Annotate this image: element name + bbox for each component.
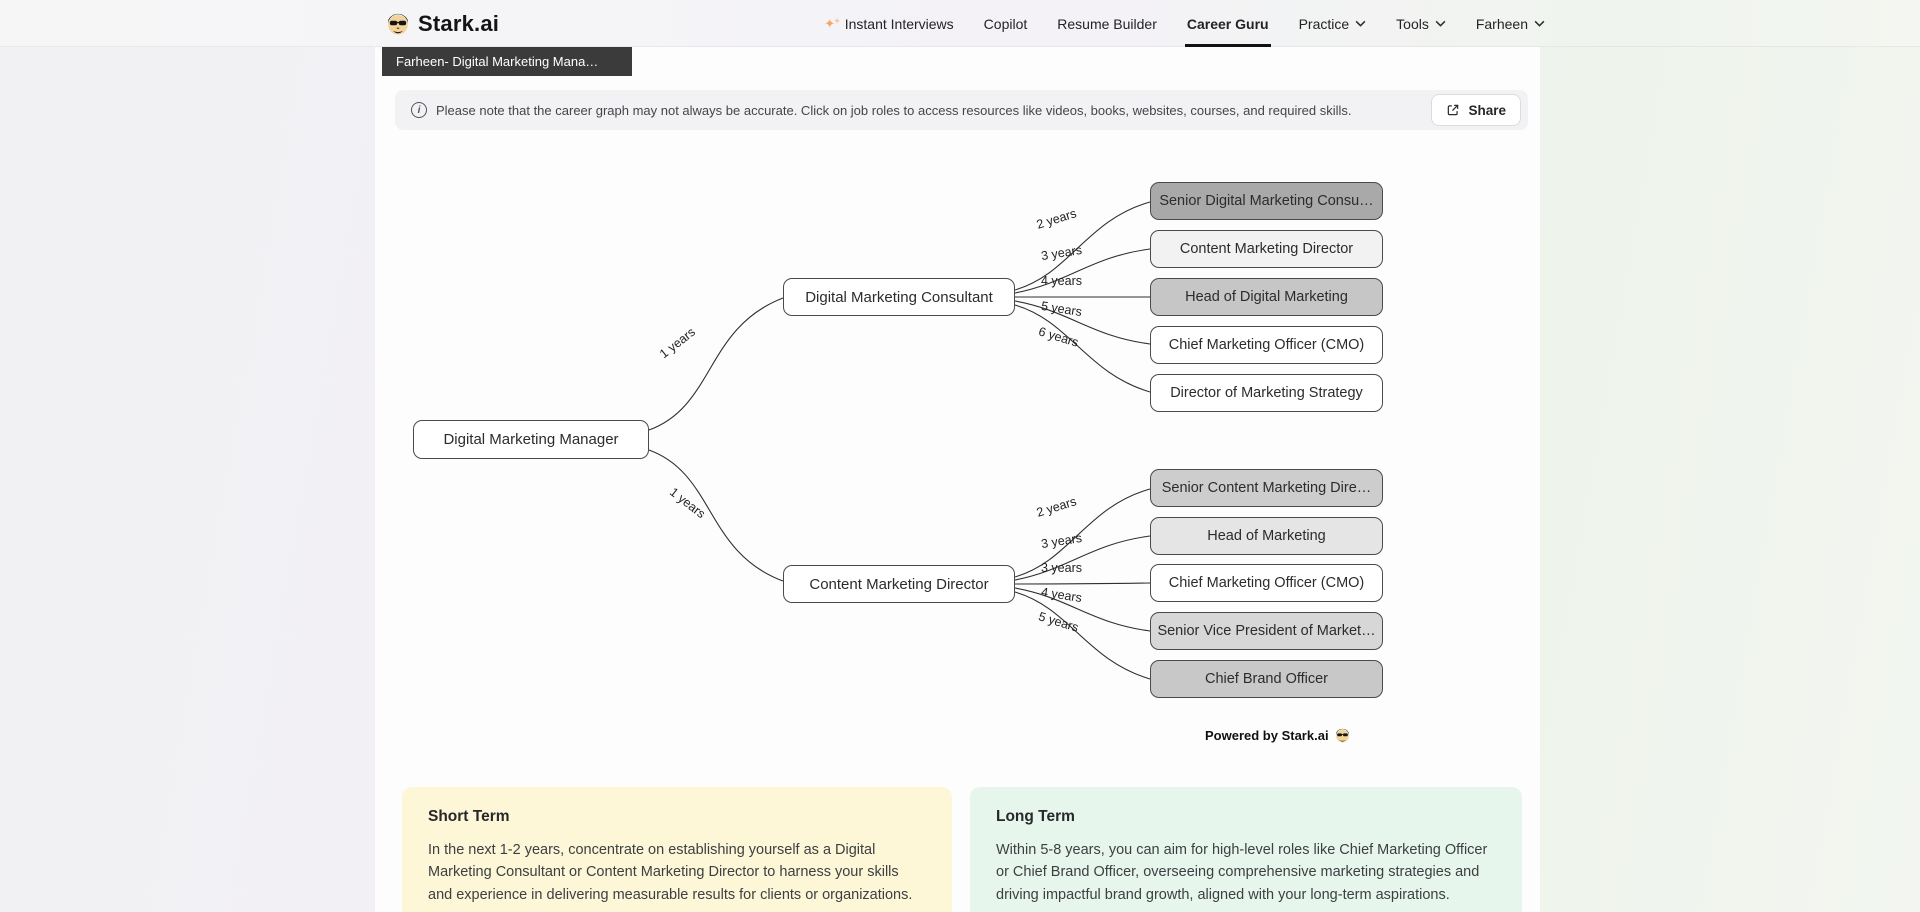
top-navbar (0, 0, 1920, 47)
nav-item-tools[interactable] (1396, 0, 1446, 47)
edge-label-years: 5 years (1040, 298, 1083, 320)
career-graph-tab-label: Farheen- Digital Marketing Mana… (396, 54, 599, 69)
job-node-mid[interactable] (783, 565, 1015, 603)
job-node-label: Director of Marketing Strategy (1170, 385, 1363, 401)
nav-item-label: Farheen (1475, 15, 1528, 32)
job-node-label: Chief Marketing Officer (CMO) (1168, 575, 1365, 591)
short-term-card (402, 787, 952, 912)
edge-label-years: 6 years (1036, 324, 1081, 350)
edge-label-years: 4 years (1040, 584, 1083, 606)
long-term-body: Within 5-8 years, you can aim for high-level roles like Chief Marketing Officer or Chief Brand Officer, overseeing comprehensive marketing strategies and driving impactful brand growth, aligned with your long-term aspirations. (996, 842, 1488, 903)
chevron-down-icon (1534, 20, 1545, 27)
long-term-title: Long Term (996, 808, 1075, 825)
job-node-label: Digital Marketing Consultant (805, 288, 993, 306)
job-node-leaf[interactable] (1150, 230, 1383, 268)
job-node-leaf[interactable] (1150, 660, 1383, 698)
edge-label-years: 5 years (1036, 609, 1081, 635)
brand-name: Stark.ai (418, 10, 500, 36)
notice-bar (395, 90, 1528, 130)
job-node-label: Head of Marketing (1207, 528, 1326, 544)
long-term-card (970, 787, 1522, 912)
job-node-leaf[interactable] (1150, 469, 1383, 507)
nav-item-label: Practice (1298, 15, 1350, 32)
nav-item-instant-interviews[interactable] (824, 0, 953, 47)
nav-item-career-guru[interactable] (1187, 0, 1269, 47)
job-node-label: Head of Digital Marketing (1185, 289, 1348, 305)
job-node-root[interactable] (413, 420, 649, 459)
edge-label-years: 3 years (1040, 242, 1083, 264)
nav-links (824, 0, 1545, 47)
nav-item-user-farheen[interactable] (1476, 0, 1545, 47)
notice-text: Please note that the career graph may not always be accurate. Click on job roles to access resources like videos, books, websites, courses, and required skills. (436, 102, 1352, 118)
edge-label-years: 1 years (667, 484, 708, 522)
nav-item-label: Resume Builder (1057, 15, 1157, 32)
job-node-leaf[interactable] (1150, 182, 1383, 220)
powered-by-label: Powered by Stark.ai (1205, 728, 1329, 743)
info-icon: i (411, 102, 427, 118)
edge-label-years: 2 years (1034, 206, 1079, 232)
chevron-down-icon (1355, 20, 1366, 27)
job-node-mid[interactable] (783, 278, 1015, 316)
edge-label-years: 3 years (1041, 561, 1082, 575)
nav-item-label: Tools (1396, 15, 1429, 32)
share-button[interactable] (1431, 94, 1521, 126)
external-link-icon (1446, 103, 1460, 117)
job-node-label: Chief Marketing Officer (CMO) (1168, 337, 1365, 353)
short-term-body: In the next 1-2 years, concentrate on establishing yourself as a Digital Marketing Consultant or Content Marketing Director to harness your skills and experience in delivering measurable results for clients or organizations. (428, 842, 913, 903)
job-node-label: Chief Brand Officer (1204, 671, 1329, 687)
stark-avatar-icon (385, 11, 411, 37)
edge-label-years: 1 years (657, 324, 698, 362)
edge-label-years: 3 years (1040, 530, 1083, 552)
career-graph-tab[interactable] (382, 47, 632, 76)
job-node-leaf[interactable] (1150, 374, 1383, 412)
job-node-label: Senior Content Marketing Dire… (1161, 480, 1372, 496)
short-term-title: Short Term (428, 808, 510, 825)
job-node-leaf[interactable] (1150, 278, 1383, 316)
job-node-label: Digital Marketing Manager (443, 431, 619, 448)
job-node-leaf[interactable] (1150, 564, 1383, 602)
job-node-label: Senior Vice President of Market… (1157, 623, 1376, 639)
powered-by (1205, 727, 1351, 744)
nav-item-label: Instant Interviews (844, 15, 954, 32)
chevron-down-icon (1435, 20, 1446, 27)
job-node-leaf[interactable] (1150, 517, 1383, 555)
edge-label-years: 4 years (1041, 274, 1082, 288)
brand-logo[interactable] (385, 0, 499, 47)
nav-item-label: Career Guru (1186, 15, 1269, 32)
nav-item-resume-builder[interactable] (1057, 0, 1157, 47)
share-button-label: Share (1468, 102, 1506, 118)
nav-item-copilot[interactable] (984, 0, 1028, 47)
stark-avatar-icon (1334, 727, 1351, 744)
nav-item-practice[interactable] (1299, 0, 1367, 47)
edge-label-years: 2 years (1034, 494, 1079, 520)
job-node-leaf[interactable] (1150, 612, 1383, 650)
nav-item-label: Copilot (983, 15, 1028, 32)
job-node-label: Content Marketing Director (1179, 241, 1354, 257)
job-node-label: Content Marketing Director (809, 575, 989, 593)
career-graph (370, 160, 1540, 780)
job-node-leaf[interactable] (1150, 326, 1383, 364)
sparkle-icon: ✦✦ (824, 15, 839, 31)
job-node-label: Senior Digital Marketing Consu… (1159, 193, 1374, 209)
